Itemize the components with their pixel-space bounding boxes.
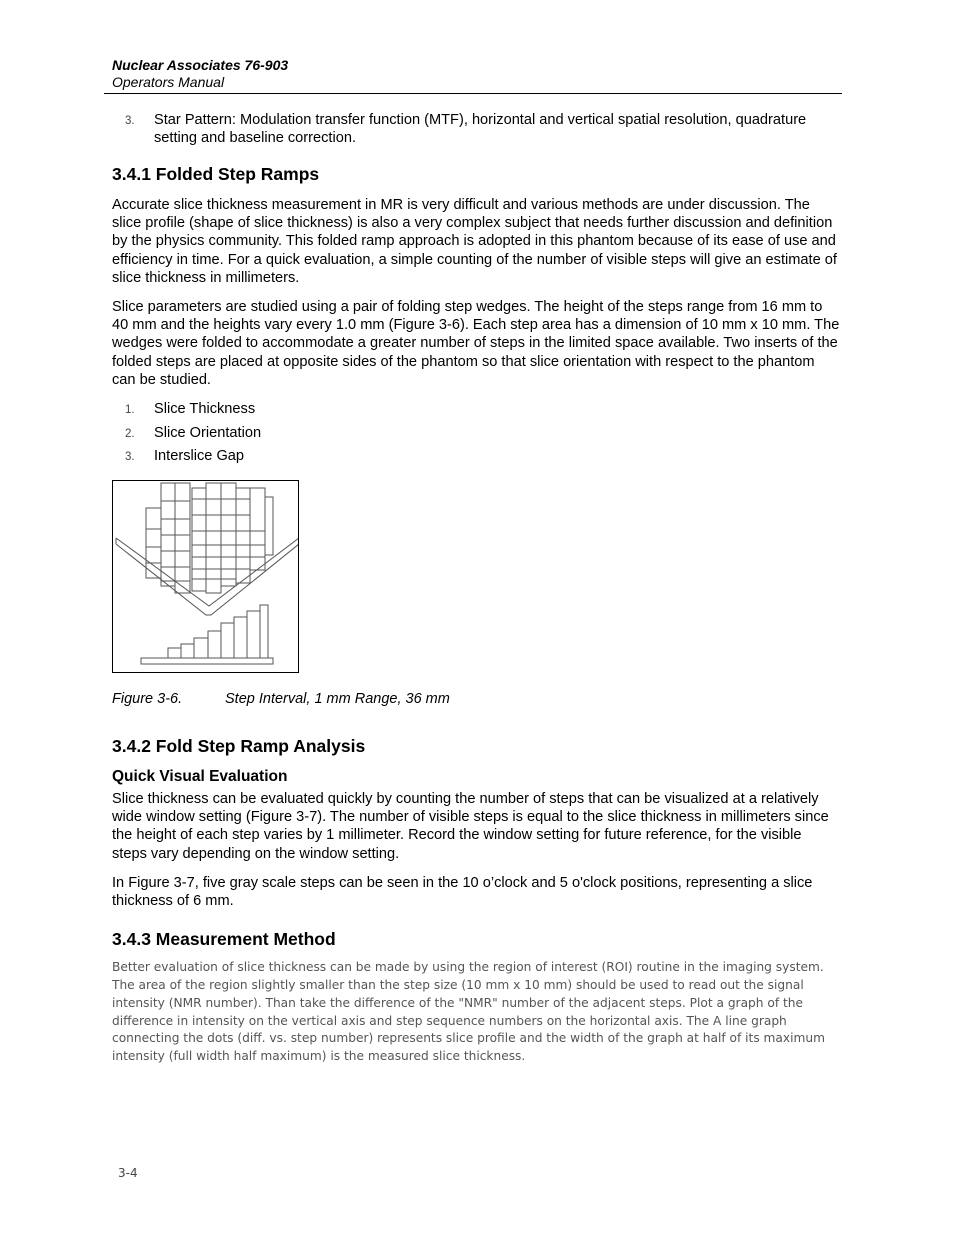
paragraph: Accurate slice thickness measurement in MR is very difficult and various methods are under discussion. The slice profile (shape of slice thickness) is also a very complex subject that needs further discussion and definition by the physics community. This folded ramp approach is adopted in this phantom because of its ease of use and efficiency in time. For a quick evaluation, a simple counting of the number of visible steps will give an estimate of slice thickness in millimeters. — [112, 197, 837, 286]
list-item — [112, 400, 840, 418]
running-header — [112, 56, 842, 91]
folded-step-drawing — [113, 481, 298, 672]
numbered-list — [112, 400, 840, 465]
list-item — [112, 424, 840, 442]
figure-caption-text: Step Interval, 1 mm Range, 36 mm — [225, 691, 450, 708]
section-heading-3-4-1: 3.4.1 Folded Step Ramps — [112, 164, 320, 184]
list-number: 1. — [125, 404, 135, 417]
paragraph: Slice thickness can be evaluated quickly by counting the number of steps that can be visualized at a relatively wide window setting (Figure 3-7). The number of visible steps is equal to the slice thickness in millimeters since the height of each step varies by 1 millimeter. Record the window setting for future reference, for the visible steps vary depending on the window setting. — [112, 791, 829, 862]
list-text: Interslice Gap — [154, 448, 245, 465]
intro-list-item — [112, 111, 840, 147]
header-rule — [104, 93, 842, 94]
list-text: Slice Thickness — [154, 401, 256, 418]
paragraph: Slice parameters are studied using a pair of folding step wedges. The height of the steps range from 16 mm to — [112, 299, 823, 316]
section-heading-3-4-3: 3.4.3 Measurement Method — [112, 929, 336, 950]
list-text: Star Pattern: Modulation transfer function (MTF), horizontal and vertical spatial resolution, quadrature setting and baseline correction. — [154, 112, 807, 146]
list-number: 3. — [125, 451, 135, 464]
figure-folded-step-ramps — [112, 480, 299, 673]
paragraph: In Figure 3-7, five gray scale steps can be seen in the 10 o’clock and 5 o'clock positions, representing a slice thickness of 6 mm. — [112, 874, 813, 910]
paragraph: 40 mm and the heights vary every 1.0 mm (Figure 3-6). Each step area has a dimension of 10 mm x 10 mm. The wedges were folded to accommodate a greater number of steps in the limited space available. Two inserts of the folded steps are placed at opposite sides of the phantom so that slice orientation with respect to the phantom can be studied. — [112, 317, 840, 388]
page-content — [112, 111, 840, 1066]
subsection-heading: Quick Visual Evaluation — [112, 768, 288, 786]
list-item — [112, 447, 840, 465]
list-number: 3. — [125, 115, 135, 127]
section-heading-3-4-2: 3.4.2 Fold Step Ramp Analysis — [112, 736, 366, 757]
paragraph: Better evaluation of slice thickness can be made by using the region of interest (ROI) routine in the imaging system. The area of the region slightly smaller than the step size (10 mm x 10 mm) should be used to read out the signal intensity (NMR number). Than take the difference of the "NMR" number of the adjacent steps. Plot a graph of the difference in intensity on the vertical axis and step sequence numbers on the horizontal axis. The A line graph connecting the dots (diff. vs. step number) represents slice profile and the width of the graph at half of its maximum intensity (full width half maximum) is the measured slice thickness. — [112, 960, 825, 1064]
page-number: 3-4 — [118, 1166, 138, 1180]
figure-label: Figure 3-6. — [112, 691, 183, 708]
header-title: Nuclear Associates 76-903 — [112, 57, 289, 73]
header-subtitle: Operators Manual — [112, 74, 225, 90]
figure-caption — [112, 690, 840, 708]
list-number: 2. — [125, 427, 135, 440]
list-text: Slice Orientation — [154, 424, 262, 441]
